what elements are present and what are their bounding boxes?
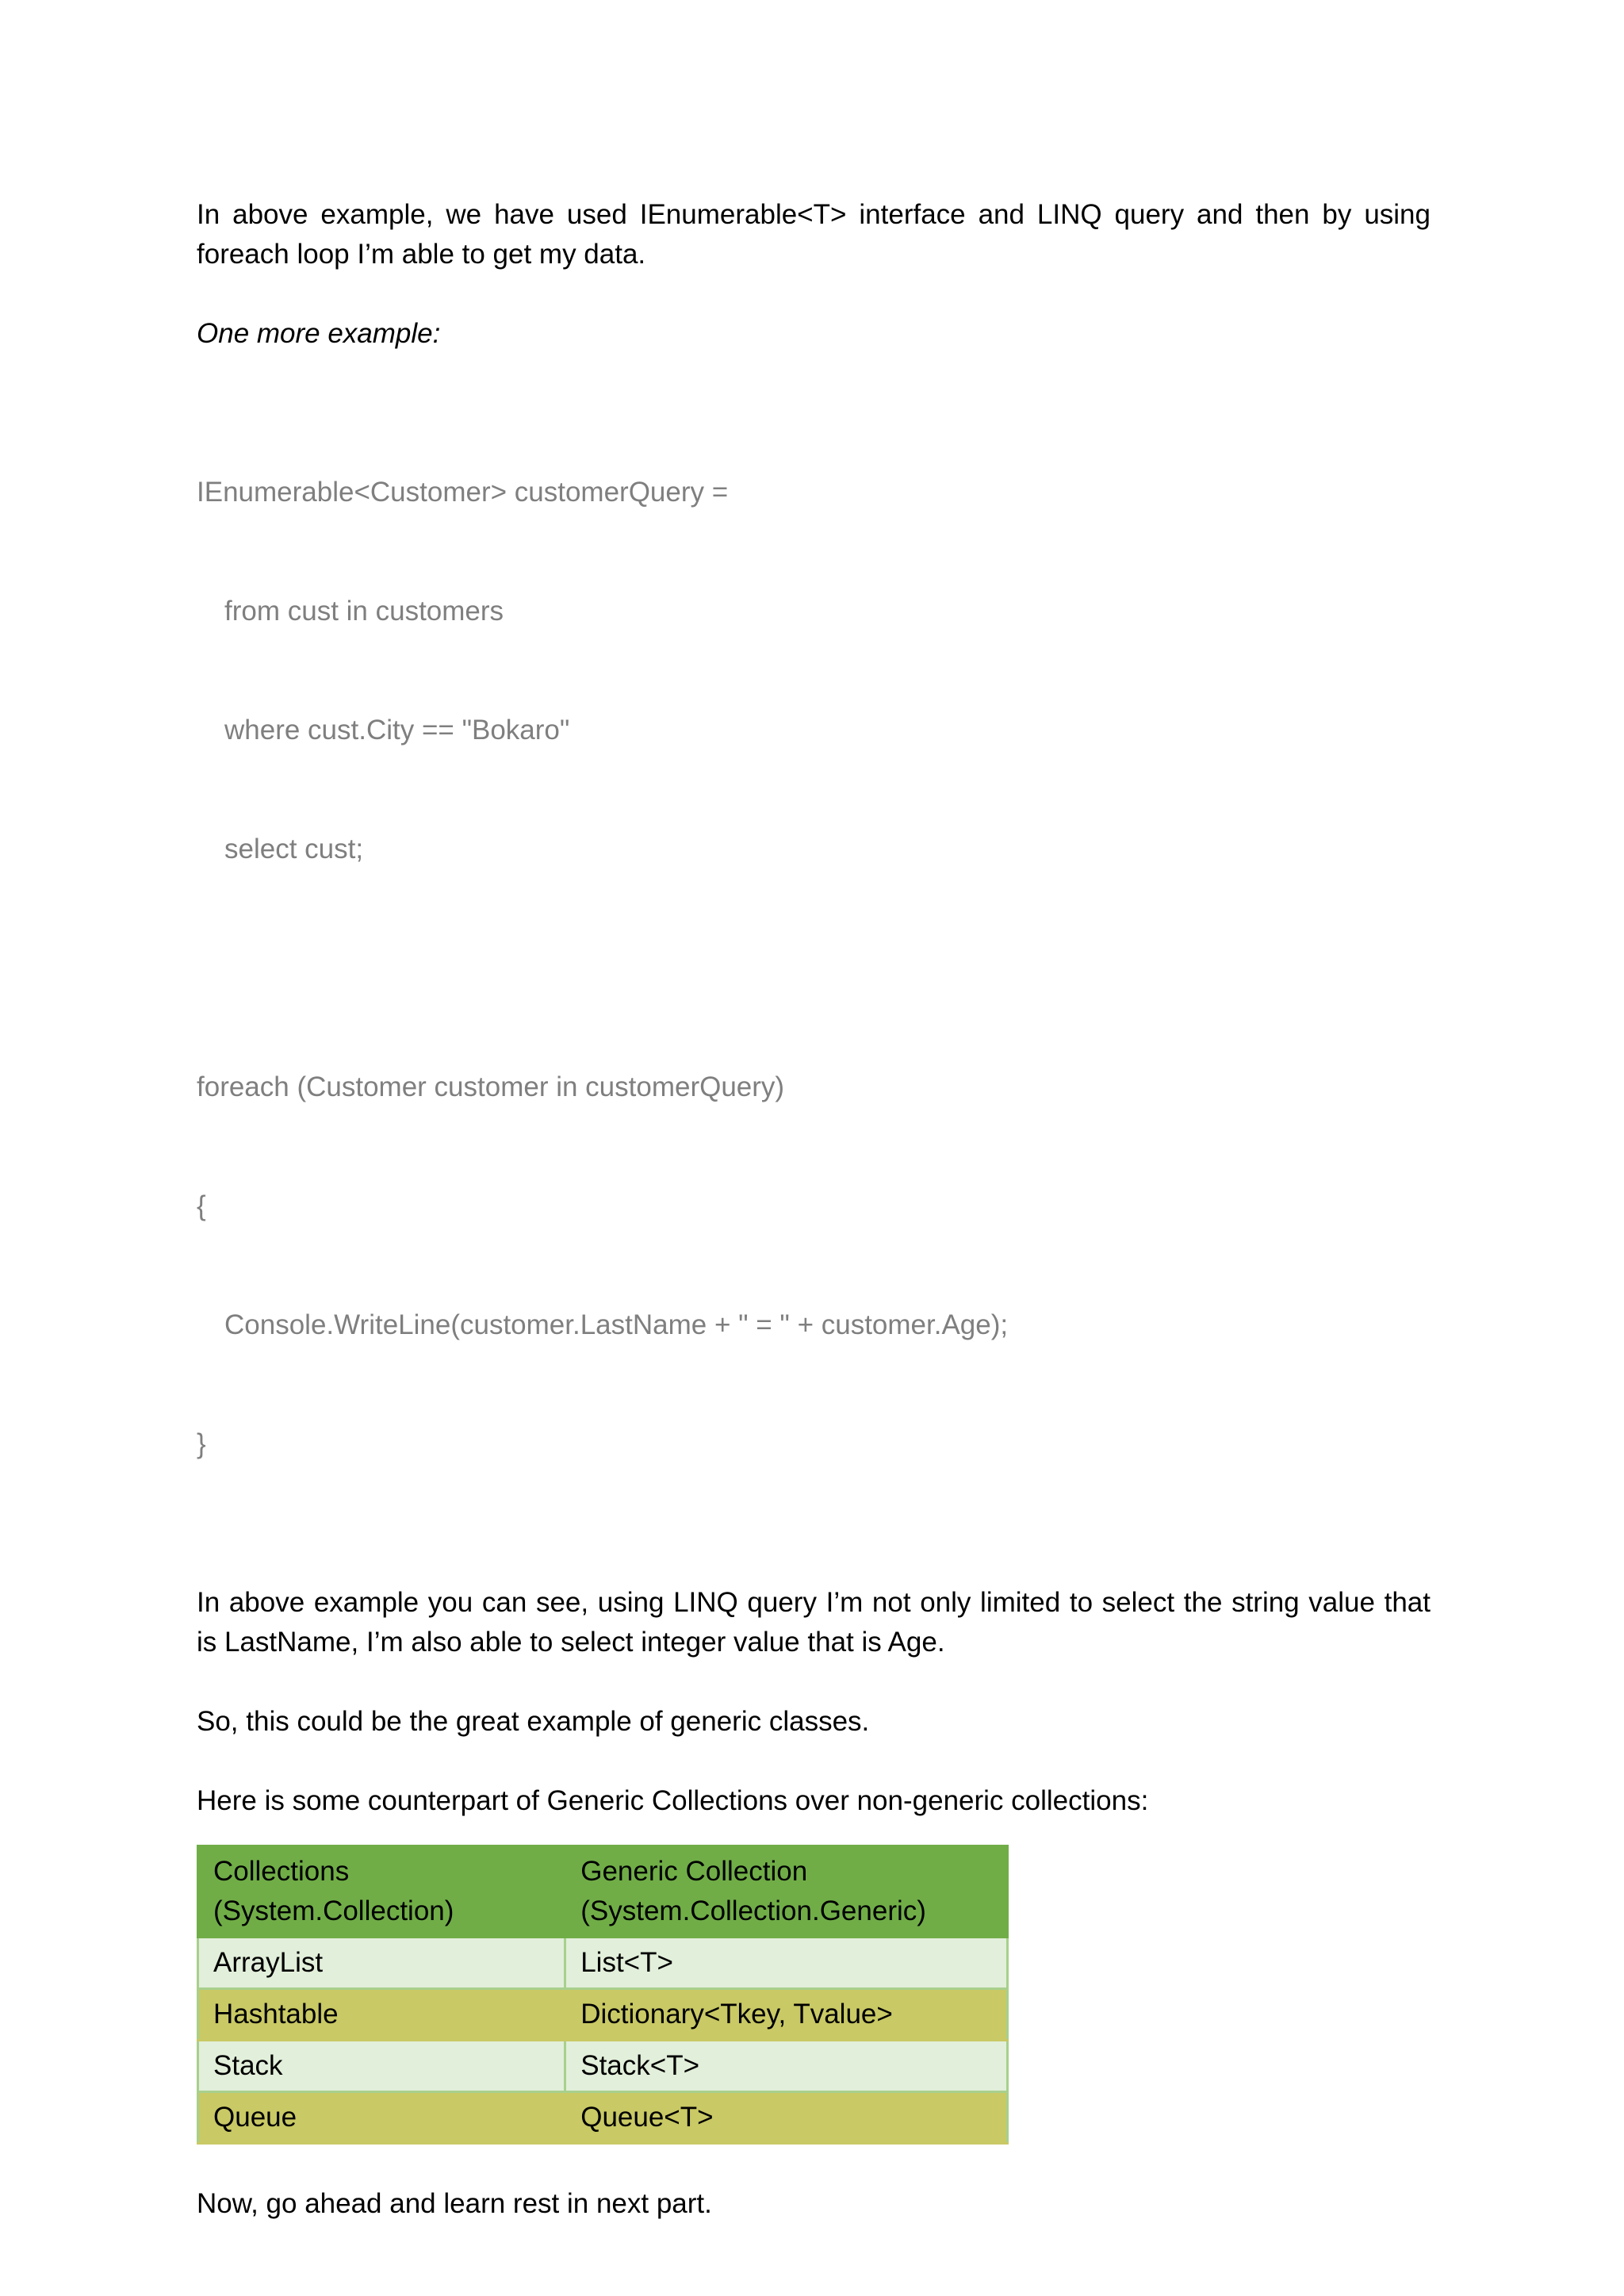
table-cell: List<T> [565, 1938, 1008, 1989]
spacer [197, 949, 1431, 988]
code-line: { [197, 1190, 206, 1221]
table-header-row [198, 1846, 1008, 1938]
paragraph-closing: Now, go ahead and learn rest in next part. [197, 2188, 712, 2219]
code-line: IEnumerable<Customer> customerQuery = [197, 477, 729, 508]
spacer [197, 1662, 1431, 1702]
table-cell: Queue [198, 2092, 565, 2144]
code-line: foreach (Customer customer in customerQuery) [197, 1071, 785, 1102]
table-row [198, 2092, 1008, 2144]
paragraph-intro: In above example, we have used IEnumerable<T> interface and LINQ query and then by using foreach loop I’m able to get my data. [197, 199, 1431, 270]
code-line: select cust; [224, 834, 364, 864]
spacer [197, 354, 1431, 393]
code-block-foreach [197, 988, 1431, 1543]
table-cell: Queue<T> [565, 2092, 1008, 2144]
table-header-cell [565, 1846, 1008, 1938]
spacer [197, 274, 1431, 314]
code-line: } [197, 1428, 206, 1459]
table-cell: Stack<T> [565, 2041, 1008, 2092]
header-text: Generic Collection [580, 1856, 808, 1887]
table-cell: Dictionary<Tkey, Tvalue> [565, 1989, 1008, 2041]
spacer [197, 1742, 1431, 1781]
subheading-one-more-example: One more example: [197, 318, 441, 349]
header-text: Collections [213, 1856, 350, 1887]
paragraph-counterpart-intro: Here is some counterpart of Generic Collections over non-generic collections: [197, 1785, 1149, 1816]
code-line: from cust in customers [224, 596, 504, 627]
table-row [198, 1989, 1008, 2041]
collections-table [197, 1845, 1009, 2145]
table-header-cell [198, 1846, 565, 1938]
header-text: (System.Collection) [213, 1895, 454, 1926]
table-row [198, 2041, 1008, 2092]
spacer [197, 1543, 1431, 1583]
table-cell: ArrayList [198, 1938, 565, 1989]
table-cell: Hashtable [198, 1989, 565, 2041]
code-line: where cust.City == "Bokaro" [224, 715, 570, 746]
code-line: Console.WriteLine(customer.LastName + " = " + customer.Age); [224, 1309, 1009, 1340]
paragraph-generic-classes: So, this could be the great example of generic classes. [197, 1706, 870, 1737]
header-text: (System.Collection.Generic) [580, 1895, 926, 1926]
table-cell: Stack [198, 2041, 565, 2092]
table-row [198, 1938, 1008, 1989]
paragraph-linq-explanation: In above example you can see, using LINQ query I’m not only limited to select the string value that is LastName, I’m also able to select integer value that is Age. [197, 1587, 1431, 1658]
spacer [197, 2145, 1431, 2184]
code-block-query [197, 393, 1431, 949]
document-body [197, 195, 1431, 2224]
